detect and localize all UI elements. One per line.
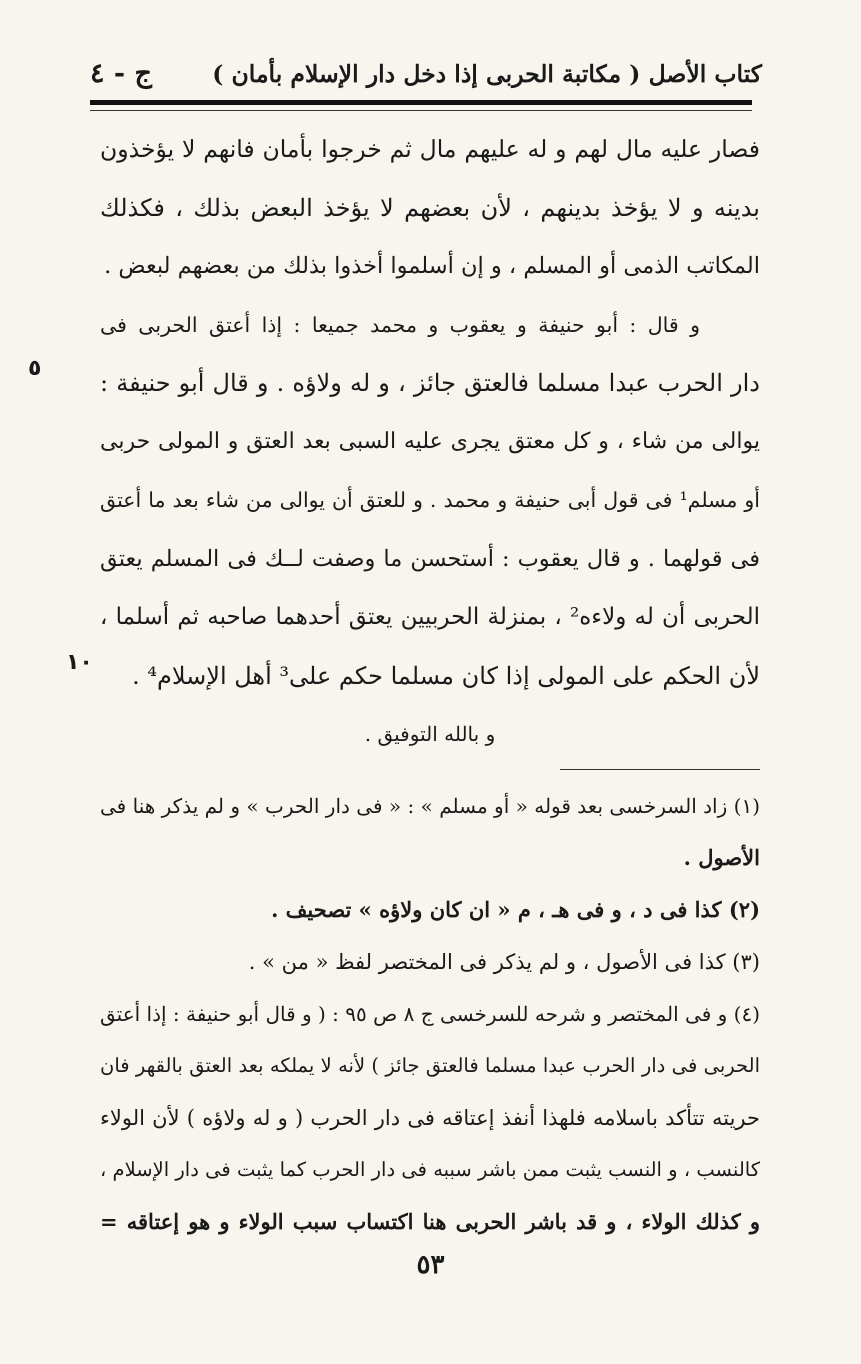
line-number-5: ٥ bbox=[28, 356, 42, 381]
line-number-10: ١٠ bbox=[66, 650, 93, 675]
running-header bbox=[90, 52, 762, 96]
footnote-line: (٣) كذا فى الأصول ، و لم يذكر فى المختصر لفظ « من » . bbox=[248, 950, 760, 974]
text-line: يوالى من شاء ، و كل معتق يجرى عليه السبى بعد العتق و المولى حربى bbox=[100, 428, 760, 454]
footnote-separator bbox=[560, 769, 760, 770]
text-line: أو مسلم¹ فى قول أبى حنيفة و محمد . و للعتق أن يوالى من شاء بعد ما أعتق bbox=[100, 488, 760, 512]
text-line: لأن الحكم على المولى إذا كان مسلما حكم على³ أهل الإسلام⁴ . bbox=[132, 661, 760, 690]
footnote-line: (٢) كذا فى د ، و فى هـ ، م « ان كان ولاؤه » تصحيف . bbox=[271, 897, 760, 922]
header-volume: ج - ٤ bbox=[90, 58, 152, 89]
footnotes bbox=[100, 780, 760, 1248]
text-line: بدينه و لا يؤخذ بدينهم ، لأن بعضهم لا يؤخذ البعض بذلك ، فكذلك bbox=[100, 193, 760, 222]
page-number: ٥٣ bbox=[416, 1250, 445, 1280]
text-line: فى قولهما . و قال يعقوب : أستحسن ما وصفت لــك فى المسلم يعتق bbox=[100, 545, 760, 572]
header-rule-thick bbox=[90, 100, 752, 105]
text-line: فصار عليه مال لهم و له عليهم مال ثم خرجوا بأمان فانهم لا يؤخذون bbox=[100, 135, 760, 163]
main-text bbox=[100, 120, 760, 764]
footnote-line: و كذلك الولاء ، و قد باشر الحربى هنا اكتساب سبب الولاء و هو إعتاقه = bbox=[100, 1209, 760, 1234]
text-line: المكاتب الذمى أو المسلم ، و إن أسلموا أخذوا بذلك من بعضهم لبعض . bbox=[104, 253, 760, 279]
header-title: كتاب الأصل ( مكاتبة الحربى إذا دخل دار الإسلام بأمان ) bbox=[212, 60, 762, 88]
text-line: و قال : أبو حنيفة و يعقوب و محمد جميعا : إذا أعتق الحربى فى bbox=[100, 312, 700, 337]
footnote-line: الحربى فى دار الحرب عبدا مسلما فالعتق جائز ) لأنه لا يملكه بعد العتق بالقهر فان bbox=[100, 1054, 760, 1077]
footnote-line: كالنسب ، و النسب يثبت ممن باشر سببه فى دار الحرب كما يثبت فى دار الإسلام ، bbox=[100, 1158, 760, 1181]
text-line: دار الحرب عبدا مسلما فالعتق جائز ، و له ولاؤه . و قال أبو حنيفة : bbox=[100, 369, 760, 397]
footnote-line: (٤) و فى المختصر و شرحه للسرخسى ج ٨ ص ٩٥ : ( و قال أبو حنيفة : إذا أعتق bbox=[99, 1002, 760, 1026]
closing-line: و بالله التوفيق . bbox=[364, 722, 496, 746]
footnote-line: حريته تتأكد باسلامه فلهذا أنفذ إعتاقه فى دار الحرب ( و له ولاؤه ) لأن الولاء bbox=[100, 1106, 761, 1130]
footnote-line: (١) زاد السرخسى بعد قوله « أو مسلم » : « فى دار الحرب » و لم يذكر هنا فى bbox=[100, 794, 760, 818]
footnote-line: الأصول . bbox=[683, 845, 760, 870]
text-line: الحربى أن له ولاءه² ، بمنزلة الحربيين يعتق أحدهما صاحبه ثم أسلما ، bbox=[100, 604, 760, 630]
header-rule-thin bbox=[90, 110, 752, 111]
